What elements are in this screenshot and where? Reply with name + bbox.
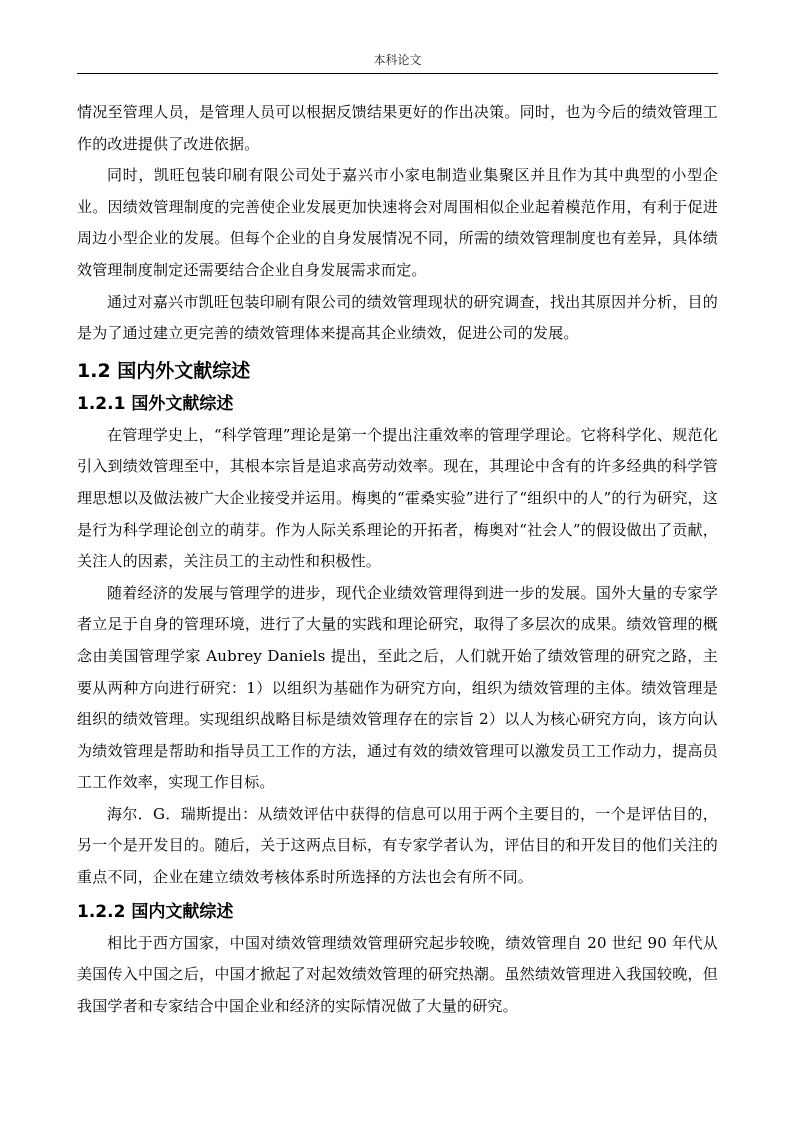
paragraph: 同时，凯旺包装印刷有限公司处于嘉兴市小家电制造业集聚区并且作为其中典型的小型企业。因绩效管理制度的完善使企业发展更加快速将会对周围相似企业起着模范作用，有利于促进周边小型企业的发展。但每个企业的自身发展情况不同，所需的绩效管理制度也有差异，具体绩效管理制度制定还需要结合企业自身发展需求而定。 bbox=[77, 166, 718, 279]
subsection-heading-1-2-1: 1.2.1 国外文献综述 bbox=[77, 393, 234, 414]
subsection-heading-1-2-2: 1.2.2 国内文献综述 bbox=[77, 901, 234, 922]
paragraph: 随着经济的发展与管理学的进步，现代企业绩效管理得到进一步的发展。国外大量的专家学者立足于自身的管理环境，进行了大量的实践和理论研究，取得了多层次的成果。绩效管理的概念由美国管理学家 Aubrey Daniels 提出，至此之后，人们就开始了绩效管理的研究之路，主要从两种方向进行研究：1）以组织为基础作为研究方向，组织为绩效管理的主体。绩效管理是组织的绩效管理。实现组织战略目标是绩效管理存在的宗旨 2）以人为核心研究方向，该方向认为绩效管理是帮助和指导员工工作的方法，通过有效的绩效管理可以激发员工工作动力，提高员工工作效率，实现工作目标。 bbox=[77, 583, 718, 792]
paragraph: 在管理学史上，“科学管理”理论是第一个提出注重效率的管理学理论。它将科学化、规范化引入到绩效管理至中，其根本宗旨是追求高劳动效率。现在，其理论中含有的许多经典的科学管理思想以及做法被广大企业接受并运用。梅奥的“霍桑实验”进行了“组织中的人”的行为研究，这是行为科学理论创立的萌芽。作为人际关系理论的开拓者，梅奥对“社会人”的假设做出了贡献，关注人的因素，关注员工的主动性和积极性。 bbox=[77, 425, 718, 571]
paragraph: 海尔．G．瑞斯提出：从绩效评估中获得的信息可以用于两个主要目的，一个是评估目的，另一个是开发目的。随后，关于这两点目标，有专家学者认为，评估目的和开发目的他们关注的重点不同，企业在建立绩效考核体系时所选择的方法也会有所不同。 bbox=[77, 804, 718, 887]
section-heading-1-2: 1.2 国内外文献综述 bbox=[77, 359, 251, 382]
paragraph: 通过对嘉兴市凯旺包装印刷有限公司的绩效管理现状的研究调查，找出其原因并分析，目的是为了通过建立更完善的绩效管理体来提高其企业绩效，促进公司的发展。 bbox=[77, 292, 718, 343]
paragraph: 相比于西方国家，中国对绩效管理绩效管理研究起步较晚，绩效管理自 20 世纪 90 年代从美国传入中国之后，中国才掀起了对起效绩效管理的研究热潮。虽然绩效管理进入我国较晚，但我国学者和专家结合中国企业和经济的实际情况做了大量的研究。 bbox=[77, 933, 718, 1015]
running-header: 本科论文 bbox=[373, 53, 422, 67]
paragraph-continued: 情况至管理人员，是管理人员可以根据反馈结果更好的作出决策。同时，也为今后的绩效管理工作的改进提供了改进依据。 bbox=[77, 103, 718, 153]
header-divider bbox=[77, 73, 718, 74]
document-body bbox=[77, 97, 718, 1022]
